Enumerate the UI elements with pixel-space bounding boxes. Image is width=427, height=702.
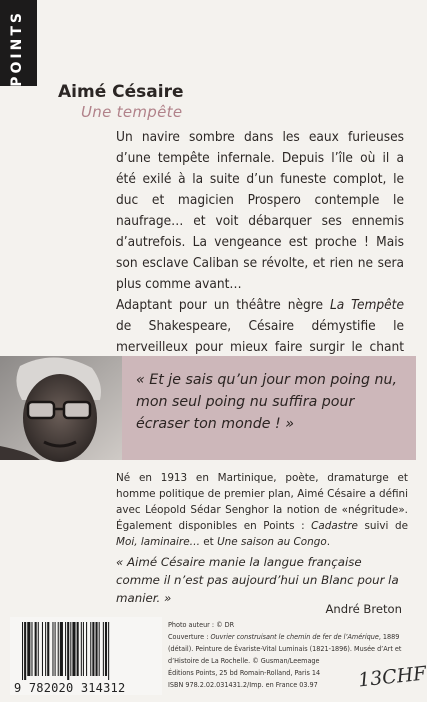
cover-credit-text: , 1889 (détail). Peinture de Évariste-Vital Luminais (1821-1896). Musée d’Art et d’Histoire de La Rochelle. © Gusman/Leemage [168, 632, 402, 666]
play-title-la-tempete: La Tempête [329, 297, 405, 313]
bio-text: et [199, 536, 218, 548]
bio-text: suivi de [357, 520, 408, 532]
pull-quote: « Et je sais qu’un jour mon poing nu, mon seul poing nu suffira pour écraser ton monde ! » [136, 372, 398, 432]
isbn-barcode [20, 622, 154, 680]
publisher-spine-band [0, 0, 37, 86]
cover-label: Couverture : [168, 632, 211, 642]
barcode-digits: 9 782020 314312 [14, 681, 126, 695]
blurb [116, 127, 404, 379]
blurb-text: Adaptant pour un théâtre nègre [116, 297, 330, 313]
bio-text: . [326, 536, 330, 548]
author-name: Aimé Césaire [58, 82, 184, 102]
blurb-text: de Shakespeare, Césaire démystifie le merveilleux pour mieux faire surgir le chant [116, 318, 404, 355]
title-cadastre: Cadastre [311, 520, 358, 532]
publisher-address: Éditions Points, 25 bd Romain-Rolland, Paris 14 [168, 668, 321, 678]
publisher-logo-points: POINTS [9, 10, 25, 87]
handwritten-mark: 13CHF [357, 662, 427, 692]
breton-attribution: André Breton [325, 602, 402, 616]
title-une-saison-au-congo: Une saison au Congo [217, 536, 327, 548]
cover-artwork-title: Ouvrier construisant le chemin de fer de l’Amérique [210, 632, 379, 642]
author-photo [0, 356, 122, 460]
author-bio [116, 470, 408, 550]
blurb-paragraph-1: Un navire sombre dans les eaux furieuses d’une tempête infernale. Depuis l’île où il a été exilé à la suite d’un funeste complot, le duc et magicien Prospero contemple le naufrage… et voit débarquer ses ennemis d’autrefois. La vengeance est proche ! Mais son esclave Caliban se révolte, et rien ne sera plus comme avant… [116, 129, 404, 292]
breton-quote: « Aimé Césaire manie la langue française comme il n’est pas aujourd’hui un Blanc pour la manier. » [116, 555, 399, 605]
book-title: Une tempête [81, 103, 183, 121]
photo-credit: Photo auteur : © DR [168, 620, 235, 629]
isbn-line: ISBN 978.2.02.031431.2/Imp. en France 03.97 [168, 680, 318, 690]
cover-credit [168, 631, 410, 667]
bio-text: Né en 1913 en Martinique, poète, dramaturge et homme politique de premier plan, Aimé Césaire a défini avec Léopold Sédar Senghor la notion de «négritude». Également disponibles en Points : [116, 472, 408, 532]
title-moi-laminaire: Moi, laminaire… [116, 536, 200, 548]
